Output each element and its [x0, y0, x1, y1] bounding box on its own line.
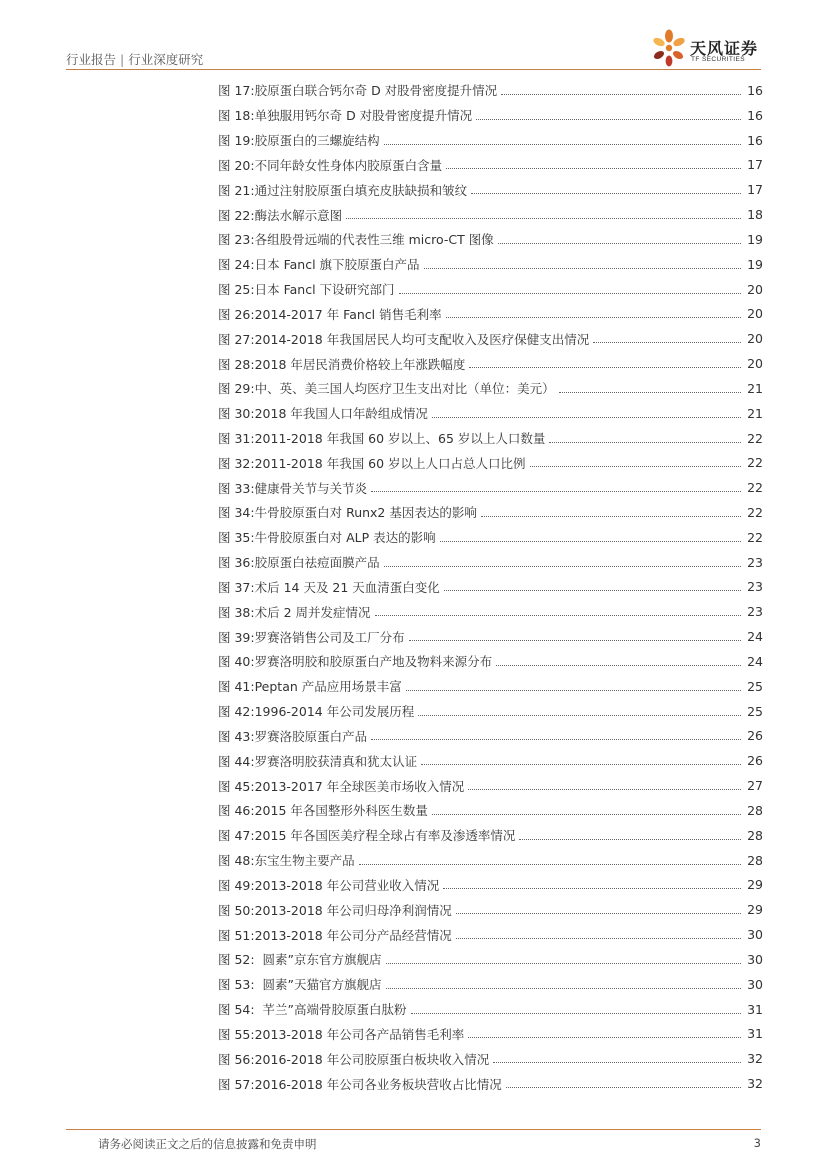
- page-reference: 19: [747, 256, 763, 272]
- toc-entry[interactable]: [218, 500, 763, 525]
- dot-leader: [409, 640, 741, 641]
- toc-entry[interactable]: [218, 649, 763, 674]
- toc-entry[interactable]: [218, 550, 763, 575]
- page-reference: 29: [747, 877, 763, 893]
- toc-entry[interactable]: [218, 326, 763, 351]
- toc-entry[interactable]: [218, 177, 763, 202]
- page-reference: 22: [747, 430, 763, 446]
- figure-title: 2013-2017 年全球医美市场收入情况: [254, 778, 465, 794]
- figure-title: 圆素”京东官方旗舰店: [254, 952, 382, 968]
- toc-entry[interactable]: [218, 922, 763, 947]
- toc-entry[interactable]: [218, 202, 763, 227]
- page-reference: 22: [747, 480, 763, 496]
- toc-entry[interactable]: [218, 997, 763, 1022]
- dot-leader: [399, 293, 741, 294]
- toc-entry[interactable]: [218, 724, 763, 749]
- toc-entry[interactable]: [218, 351, 763, 376]
- dot-leader: [476, 119, 741, 120]
- figure-number: 图 45:: [218, 778, 255, 794]
- figure-title: Peptan 产品应用场景丰富: [254, 679, 402, 695]
- figure-number: 图 46:: [218, 803, 255, 819]
- toc-entry[interactable]: [218, 376, 763, 401]
- figure-number: 图 48:: [218, 853, 255, 869]
- toc-entry[interactable]: [218, 699, 763, 724]
- toc-entry[interactable]: [218, 873, 763, 898]
- dot-leader: [386, 988, 741, 989]
- figure-title: 单独服用钙尔奇 D 对股骨密度提升情况: [254, 108, 473, 124]
- figure-number: 图 27:: [218, 331, 255, 347]
- figure-title: 2011-2018 年我国 60 岁以上、65 岁以上人口数量: [254, 431, 546, 446]
- toc-entry[interactable]: [218, 426, 763, 451]
- dot-leader: [456, 913, 741, 914]
- dot-leader: [444, 590, 741, 591]
- page-reference: 30: [747, 976, 763, 992]
- page-reference: 20: [747, 281, 763, 297]
- logo-subtitle: TF SECURITIES: [691, 56, 745, 63]
- toc-entry[interactable]: [218, 103, 763, 128]
- figure-number: 图 39:: [218, 629, 255, 645]
- page-reference: 23: [747, 604, 763, 620]
- figure-title: 日本 Fancl 旗下胶原蛋白产品: [254, 257, 420, 273]
- page-reference: 16: [747, 82, 763, 98]
- figure-number: 图 20:: [218, 157, 255, 173]
- toc-entry[interactable]: [218, 674, 763, 699]
- page-reference: 24: [747, 653, 763, 669]
- toc-entry[interactable]: [218, 78, 763, 103]
- figure-title: 圆素”天猫官方旗舰店: [254, 977, 382, 993]
- figure-title: 2013-2018 年公司归母净利润情况: [254, 902, 452, 918]
- dot-leader: [501, 94, 741, 95]
- dot-leader: [469, 367, 741, 368]
- figure-number: 图 32:: [218, 455, 255, 471]
- page-reference: 26: [747, 753, 763, 769]
- figure-title: 各组股骨远端的代表性三维 micro-CT 图像: [254, 232, 494, 248]
- figure-number: 图 55:: [218, 1026, 255, 1042]
- figure-title: 2014-2018 年我国居民人均可支配收入及医疗保健支出情况: [254, 331, 590, 347]
- toc-entry[interactable]: [218, 1021, 763, 1046]
- dot-leader: [411, 1013, 741, 1014]
- toc-entry[interactable]: [218, 475, 763, 500]
- disclaimer-text: 请务必阅读正文之后的信息披露和免责申明: [98, 1137, 317, 1151]
- figure-number: 图 25:: [218, 282, 255, 298]
- dot-leader: [593, 342, 741, 343]
- report-subcategory: 行业深度研究: [128, 52, 204, 67]
- figure-number: 图 33:: [218, 480, 255, 496]
- toc-entry[interactable]: [218, 252, 763, 277]
- page-reference: 18: [747, 207, 763, 223]
- page-reference: 16: [747, 132, 763, 148]
- page-reference: 19: [747, 231, 763, 247]
- figure-number: 图 41:: [218, 679, 255, 695]
- toc-entry[interactable]: [218, 748, 763, 773]
- figure-title: 2013-2018 年公司各产品销售毛利率: [254, 1026, 465, 1042]
- page-reference: 27: [747, 778, 763, 794]
- figure-title: 通过注射胶原蛋白填充皮肤缺损和皱纹: [254, 182, 468, 198]
- toc-entry[interactable]: [218, 1071, 763, 1096]
- figure-number: 图 40:: [218, 654, 255, 670]
- page-reference: 23: [747, 579, 763, 595]
- page-reference: 20: [747, 331, 763, 347]
- figure-number: 图 30:: [218, 406, 255, 422]
- toc-entry[interactable]: [218, 897, 763, 922]
- toc-entry[interactable]: [218, 773, 763, 798]
- figure-title: 2016-2018 年公司胶原蛋白板块收入情况: [254, 1051, 490, 1067]
- page-reference: 32: [747, 1051, 763, 1067]
- page-reference: 32: [747, 1076, 763, 1092]
- figure-number: 图 21:: [218, 182, 255, 198]
- toc-entry[interactable]: [218, 798, 763, 823]
- page-reference: 23: [747, 554, 763, 570]
- page-reference: 21: [747, 405, 763, 421]
- figure-number: 图 44:: [218, 753, 255, 769]
- toc-entry[interactable]: [218, 277, 763, 302]
- figure-number: 图 17:: [218, 83, 255, 99]
- figure-number: 图 56:: [218, 1051, 255, 1067]
- figure-title: 罗赛洛胶原蛋白产品: [254, 728, 368, 744]
- page-number: 3: [753, 1136, 761, 1150]
- dot-leader: [468, 789, 741, 790]
- figure-number: 图 36:: [218, 555, 255, 571]
- dot-leader: [406, 690, 741, 691]
- figure-number: 图 57:: [218, 1076, 255, 1092]
- page-reference: 17: [747, 182, 763, 198]
- figure-number: 图 50:: [218, 902, 255, 918]
- figure-title: 2011-2018 年我国 60 岁以上人口占总人口比例: [254, 455, 526, 471]
- figure-title: 不同年龄女性身体内胶原蛋白含量: [254, 157, 443, 173]
- toc-entry[interactable]: [218, 227, 763, 252]
- figure-title: 牛骨胶原蛋白对 ALP 表达的影响: [254, 530, 436, 546]
- toc-entry[interactable]: [218, 525, 763, 550]
- figure-number: 图 35:: [218, 530, 255, 546]
- figure-number: 图 52:: [218, 952, 255, 968]
- page-reference: 28: [747, 852, 763, 868]
- toc-entry[interactable]: [218, 947, 763, 972]
- logo-name: 天风证券: [690, 39, 759, 58]
- toc-entry[interactable]: [218, 401, 763, 426]
- dot-leader: [421, 764, 741, 765]
- toc-entry[interactable]: [218, 823, 763, 848]
- dot-leader: [468, 1037, 741, 1038]
- page-reference: 30: [747, 927, 763, 943]
- figure-title: 胶原蛋白的三螺旋结构: [254, 133, 380, 149]
- page-reference: 21: [747, 380, 763, 396]
- toc-entry[interactable]: [218, 624, 763, 649]
- figure-number: 图 31:: [218, 431, 255, 446]
- figure-title: 酶法水解示意图: [254, 207, 343, 223]
- toc-entry[interactable]: [218, 450, 763, 475]
- dot-leader: [371, 739, 741, 740]
- dot-leader: [493, 1062, 741, 1063]
- toc-entry[interactable]: [218, 301, 763, 326]
- figure-number: 图 38:: [218, 604, 255, 620]
- page-reference: 17: [747, 157, 763, 173]
- figure-title: 2014-2017 年 Fancl 销售毛利率: [254, 306, 442, 322]
- page-reference: 25: [747, 678, 763, 694]
- toc-entry[interactable]: [218, 972, 763, 997]
- figure-title: 2018 年居民消费价格较上年涨跌幅度: [254, 356, 466, 372]
- toc-entry[interactable]: [218, 848, 763, 873]
- dot-leader: [481, 516, 741, 517]
- page-reference: 22: [747, 529, 763, 545]
- figure-number: 图 37:: [218, 579, 255, 595]
- tf-flower-logo-icon: [650, 28, 688, 68]
- figure-title: 罗赛洛明胶获清真和犹太认证: [254, 753, 418, 769]
- figure-number: 图 47:: [218, 828, 255, 844]
- page-reference: 31: [747, 1026, 763, 1042]
- page-reference: 31: [747, 1001, 763, 1017]
- page-reference: 25: [747, 703, 763, 719]
- dot-leader: [456, 938, 741, 939]
- dot-leader: [359, 864, 741, 865]
- breadcrumb-separator: |: [120, 52, 125, 67]
- page-reference: 16: [747, 107, 763, 123]
- figure-number: 图 43:: [218, 728, 255, 744]
- figure-title: 胶原蛋白祛痘面膜产品: [254, 555, 380, 571]
- figure-title: 术后 2 周并发症情况: [254, 604, 371, 620]
- figure-title: 2018 年我国人口年龄组成情况: [254, 406, 428, 422]
- header-divider: [66, 69, 761, 70]
- figure-title: 2013-2018 年公司营业收入情况: [254, 877, 440, 893]
- dot-leader: [549, 442, 741, 443]
- dot-leader: [424, 268, 741, 269]
- dot-leader: [498, 243, 741, 244]
- figure-title: 罗赛洛销售公司及工厂分布: [254, 629, 405, 645]
- toc-entry[interactable]: [218, 128, 763, 153]
- dot-leader: [506, 1087, 741, 1088]
- figure-title: 2013-2018 年公司分产品经营情况: [254, 927, 452, 943]
- page-reference: 29: [747, 902, 763, 918]
- breadcrumb: [66, 50, 203, 68]
- toc-entry[interactable]: [218, 152, 763, 177]
- page-reference: 22: [747, 504, 763, 520]
- dot-leader: [346, 218, 741, 219]
- figure-title: 胶原蛋白联合钙尔奇 D 对股骨密度提升情况: [254, 83, 498, 99]
- figure-number: 图 49:: [218, 877, 255, 893]
- dot-leader: [384, 144, 741, 145]
- dot-leader: [443, 888, 741, 889]
- figure-number: 图 29:: [218, 381, 255, 397]
- figure-title: 1996-2014 年公司发展历程: [254, 704, 415, 720]
- figure-number: 图 42:: [218, 704, 255, 720]
- figure-number: 图 22:: [218, 207, 255, 223]
- dot-leader: [471, 193, 741, 194]
- figure-number: 图 28:: [218, 356, 255, 372]
- figure-number: 图 54:: [218, 1002, 255, 1018]
- dot-leader: [432, 814, 741, 815]
- figure-number: 图 26:: [218, 306, 255, 322]
- figure-title: 东宝生物主要产品: [254, 853, 355, 869]
- figure-number: 图 24:: [218, 257, 255, 273]
- page-reference: 30: [747, 951, 763, 967]
- dot-leader: [446, 317, 741, 318]
- dot-leader: [386, 963, 741, 964]
- figure-title: 芊兰”高端骨胶原蛋白肽粉: [254, 1002, 407, 1018]
- page-reference: 20: [747, 306, 763, 322]
- figure-number: 图 51:: [218, 927, 255, 943]
- figure-index-list: [218, 78, 763, 1096]
- figure-number: 图 23:: [218, 232, 255, 248]
- page-reference: 20: [747, 356, 763, 372]
- figure-title: 健康骨关节与关节炎: [254, 480, 368, 496]
- report-category: 行业报告: [66, 52, 117, 67]
- toc-entry[interactable]: [218, 599, 763, 624]
- toc-entry[interactable]: [218, 575, 763, 600]
- figure-title: 2015 年各国整形外科医生数量: [254, 803, 428, 819]
- company-logo: [650, 28, 770, 68]
- dot-leader: [559, 392, 741, 393]
- dot-leader: [384, 566, 741, 567]
- footer-divider: [66, 1129, 761, 1130]
- toc-entry[interactable]: [218, 1046, 763, 1071]
- page-reference: 22: [747, 455, 763, 471]
- dot-leader: [440, 541, 741, 542]
- dot-leader: [371, 491, 741, 492]
- dot-leader: [375, 615, 742, 616]
- figure-number: 图 19:: [218, 133, 255, 149]
- dot-leader: [530, 466, 741, 467]
- figure-title: 罗赛洛明胶和胶原蛋白产地及物料来源分布: [254, 654, 493, 670]
- dot-leader: [446, 168, 741, 169]
- figure-title: 术后 14 天及 21 天血清蛋白变化: [254, 579, 440, 595]
- figure-title: 2016-2018 年公司各业务板块营收占比情况: [254, 1076, 502, 1092]
- figure-title: 中、英、美三国人均医疗卫生支出对比（单位：美元）: [254, 381, 555, 397]
- dot-leader: [418, 715, 741, 716]
- figure-title: 日本 Fancl 下设研究部门: [254, 282, 395, 298]
- page-reference: 28: [747, 827, 763, 843]
- page-reference: 24: [747, 629, 763, 645]
- figure-number: 图 53:: [218, 977, 255, 993]
- figure-number: 图 34:: [218, 505, 255, 521]
- page-reference: 28: [747, 802, 763, 818]
- figure-title: 2015 年各国医美疗程全球占有率及渗透率情况: [254, 828, 516, 844]
- figure-title: 牛骨胶原蛋白对 Runx2 基因表达的影响: [254, 505, 477, 521]
- page-reference: 26: [747, 728, 763, 744]
- figure-number: 图 18:: [218, 108, 255, 124]
- dot-leader: [496, 665, 741, 666]
- dot-leader: [519, 839, 741, 840]
- dot-leader: [432, 417, 741, 418]
- page-header: [0, 0, 827, 70]
